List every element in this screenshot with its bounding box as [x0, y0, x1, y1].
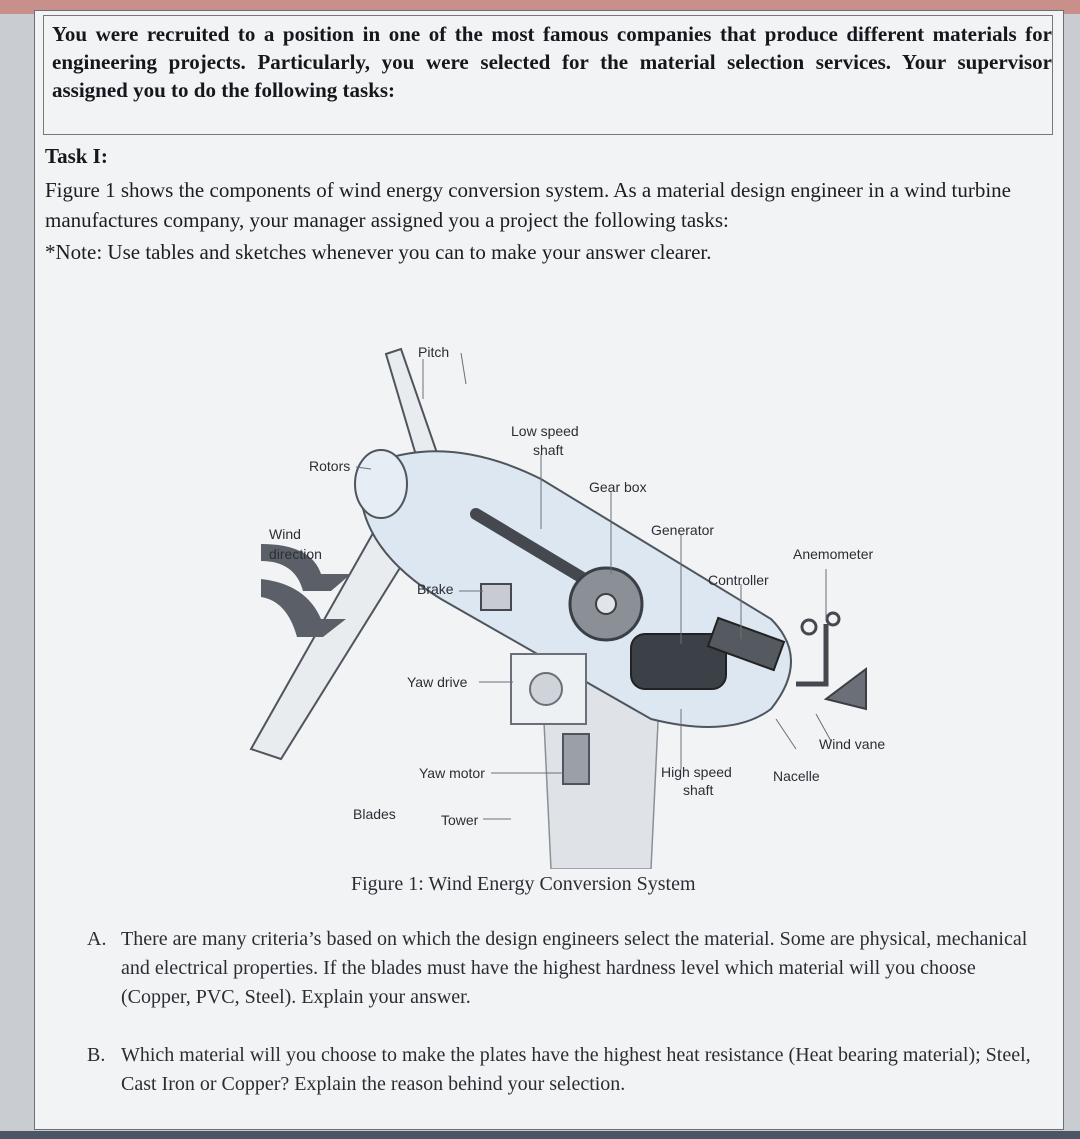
question-a-text: There are many criteria’s based on which the design engineers select the material. Some are physical, mechanical and electrical properties. If the blades must have the highest hardness level which material will you choose (Copper, PVC, Steel). Explain your answer. [121, 928, 1028, 1008]
figure-caption: Figure 1: Wind Energy Conversion System [351, 873, 696, 895]
label-anemometer: Anemometer [793, 546, 874, 562]
label-generator: Generator [651, 522, 715, 538]
label-wind-direction: Wind [269, 526, 301, 542]
label-low-speed-shaft: Low speed [511, 423, 579, 439]
label-rotors: Rotors [309, 458, 351, 474]
label-high-speed-shaft-line2: shaft [683, 782, 714, 798]
label-pitch: Pitch [418, 344, 450, 360]
wind-vane-shape [826, 669, 866, 709]
question-b-letter: B. [87, 1044, 106, 1066]
question-a-letter: A. [87, 928, 107, 950]
question-b [87, 1041, 1037, 1099]
label-tower: Tower [441, 812, 479, 828]
intro-box [43, 15, 1053, 135]
label-gear-box: Gear box [589, 479, 647, 495]
label-nacelle: Nacelle [773, 768, 820, 784]
document-page [34, 10, 1064, 1130]
label-wind-vane: Wind vane [819, 736, 886, 752]
bottom-dark-strip [0, 1131, 1080, 1139]
brake-shape [481, 584, 511, 610]
rotor-hub [355, 450, 407, 518]
label-wind-direction-line2: direction [269, 546, 322, 562]
question-a [87, 925, 1037, 1012]
label-yaw-drive: Yaw drive [407, 674, 468, 690]
question-b-text: Which material will you choose to make the plates have the highest heat resistance (Heat bearing material); Steel, Cast Iron or Copper? Explain the reason behind your selection. [121, 1044, 1031, 1095]
label-low-speed-shaft-line2: shaft [533, 442, 564, 458]
task-note: *Note: Use tables and sketches whenever you can to make your answer clearer. [45, 240, 712, 264]
task-title: Task I: [45, 144, 108, 168]
label-yaw-motor: Yaw motor [419, 765, 485, 781]
wind-turbine-figure [211, 329, 911, 869]
label-controller: Controller [708, 572, 769, 588]
intro-paragraph: You were recruited to a position in one of the most famous companies that produce different materials for engineering projects. Particularly, you were selected for the material selection services. Your supervisor assigned you to do the following tasks: [52, 22, 1052, 102]
yaw-motor-shape [563, 734, 589, 784]
task-description: Figure 1 shows the components of wind energy conversion system. As a material design engineer in a wind turbine manufactures company, your manager assigned you a project the following tasks: [45, 178, 1011, 232]
label-brake: Brake [417, 581, 454, 597]
wind-turbine-diagram [211, 329, 911, 869]
label-blades: Blades [353, 806, 396, 822]
label-high-speed-shaft: High speed [661, 764, 732, 780]
